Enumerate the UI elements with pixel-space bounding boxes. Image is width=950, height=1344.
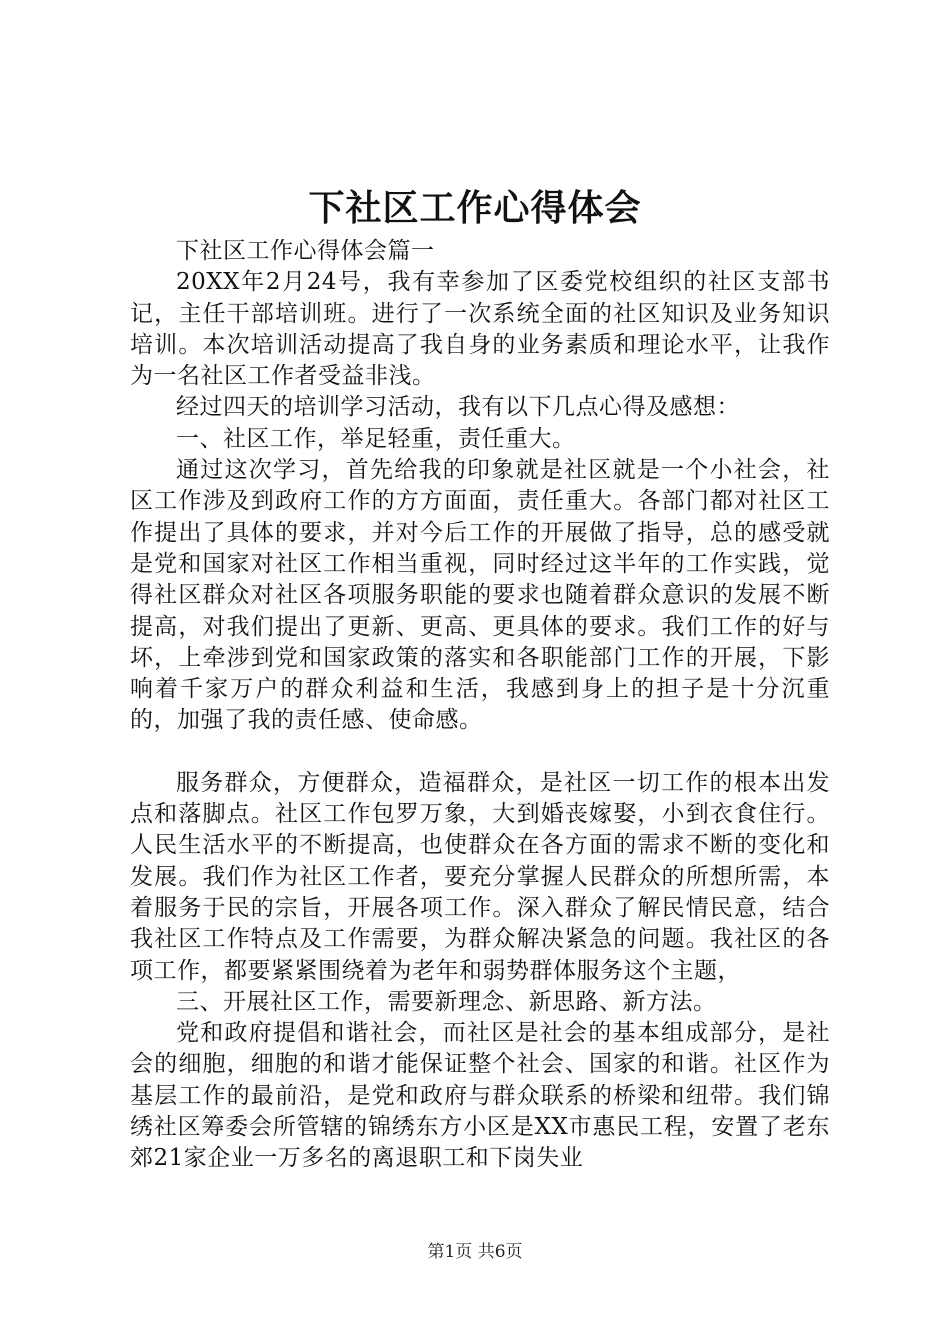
document-body: [130, 236, 830, 1175]
point-heading: 一、社区工作，举足轻重，责任重大。: [176, 425, 576, 452]
paragraph: 党和政府提倡和谐社会，而社区是社会的基本组成部分，是社会的细胞，细胞的和谐才能保证整个社会、国家的和谐。社区作为基层工作的最前沿，是党和政府与群众联系的桥梁和纽带。我们锦绣社区筹委会所管辖的锦绣东方小区是XX市惠民工程，安置了老东郊21家企业一万多名的离退职工和下岗失业: [130, 1020, 830, 1172]
point-heading: 三、开展社区工作，需要新理念、新思路、新方法。: [176, 988, 717, 1015]
document-title: 下社区工作心得体会: [308, 187, 642, 229]
section-heading: 下社区工作心得体会篇一: [176, 238, 435, 264]
paragraph: 经过四天的培训学习活动，我有以下几点心得及感想：: [176, 394, 740, 421]
paragraph: 20XX年2月24号，我有幸参加了区委党校组织的社区支部书记，主任干部培训班。进行了一次系统全面的社区知识及业务知识培训。本次培训活动提高了我自身的业务素质和理论水平，让我作为一名社区工作者受益非浅。: [130, 269, 830, 390]
paragraph: 服务群众，方便群众，造福群众，是社区一切工作的根本出发点和落脚点。社区工作包罗万象，大到婚丧嫁娶，小到衣食住行。人民生活水平的不断提高，也使群众在各方面的需求不断的变化和发展。我们作为社区工作者，要充分掌握人民群众的所想所需，本着服务于民的宗旨，开展各项工作。深入群众了解民情民意，结合我社区工作特点及工作需要，为群众解决紧急的问题。我社区的各项工作，都要紧紧围绕着为老年和弱势群体服务这个主题，: [130, 769, 830, 984]
page-number-footer: 第1页 共6页: [427, 1242, 523, 1262]
paragraph: 通过这次学习，首先给我的印象就是社区就是一个小社会，社区工作涉及到政府工作的方方面面，责任重大。各部门都对社区工作提出了具体的要求，并对今后工作的开展做了指导，总的感受就是党和国家对社区工作相当重视，同时经过这半年的工作实践，觉得社区群众对社区各项服务职能的要求也随着群众意识的发展不断提高，对我们提出了更新、更高、更具体的要求。我们工作的好与坏，上牵涉到党和国家政策的落实和各职能部门工作的开展，下影响着千家万户的群众利益和生活，我感到身上的担子是十分沉重的，加强了我的责任感、使命感。: [130, 457, 830, 734]
